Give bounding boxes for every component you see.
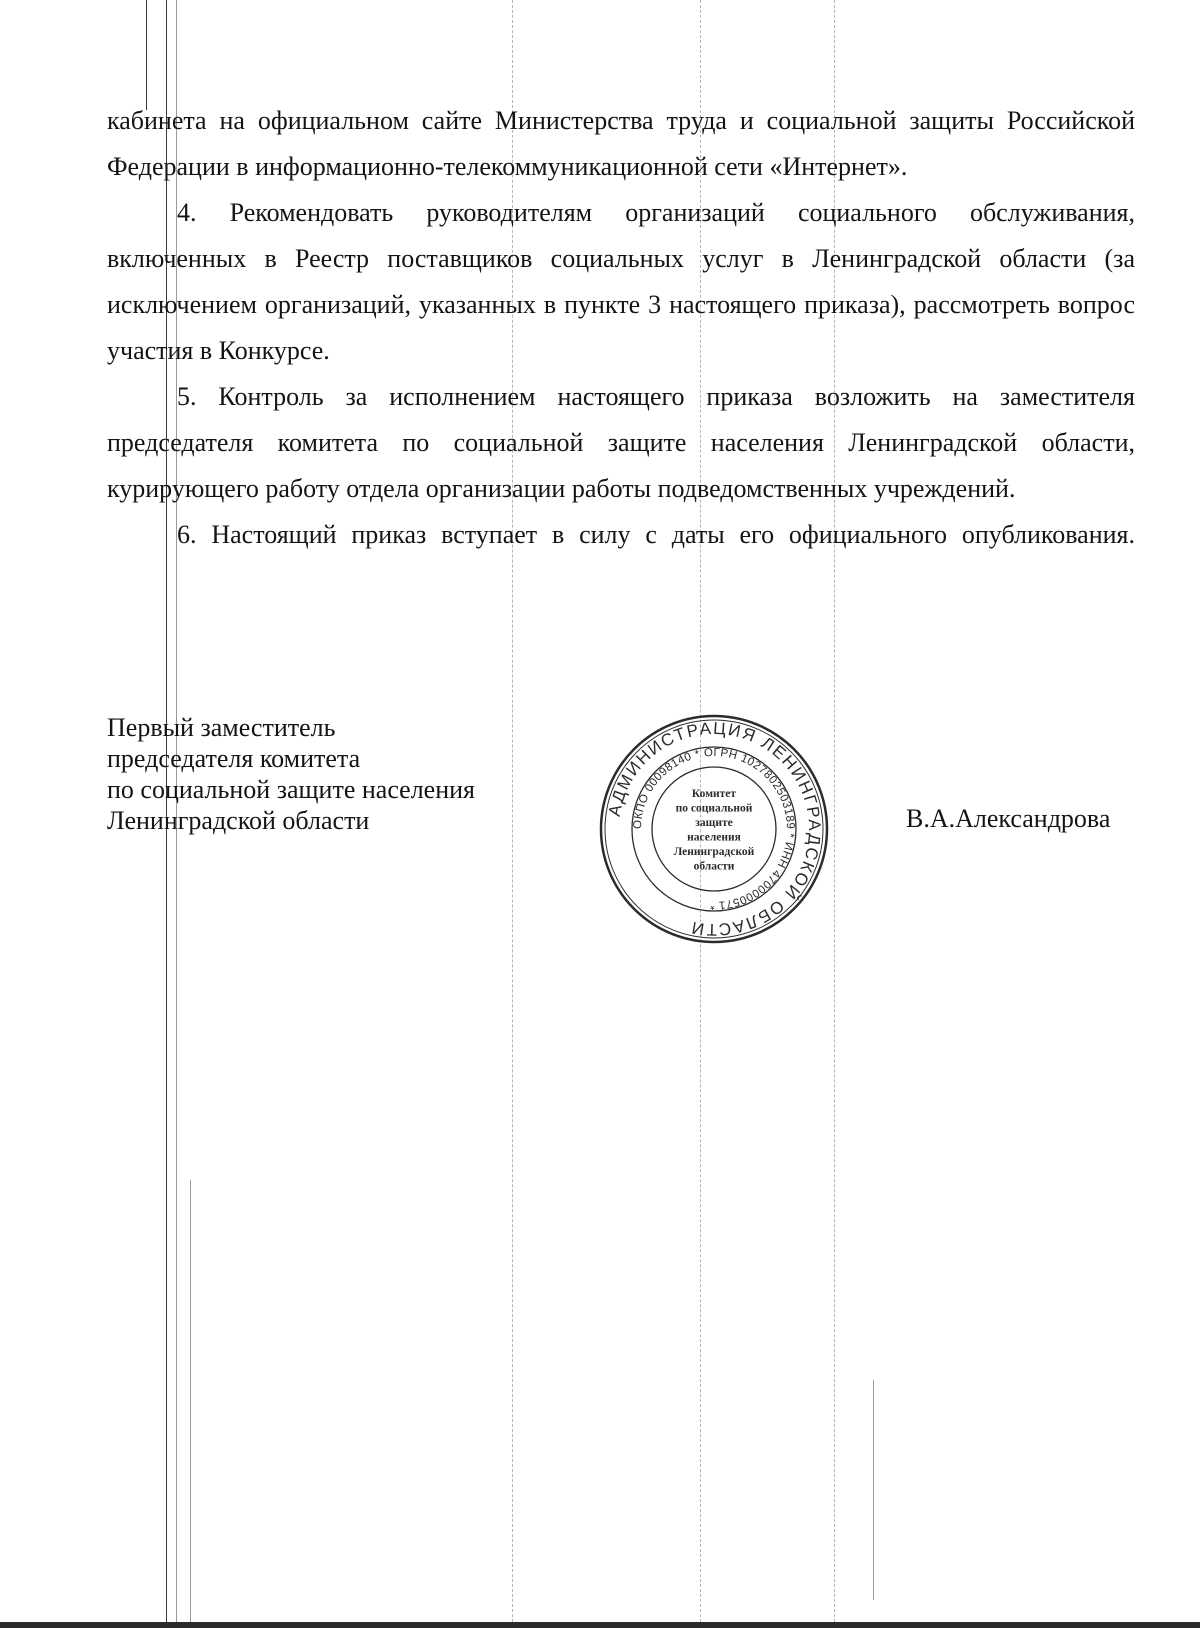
signer-line: Первый заместитель xyxy=(107,713,336,742)
official-seal-stamp xyxy=(598,713,830,945)
scan-artifact-line xyxy=(146,0,147,110)
seal-outer-text: АДМИНИСТРАЦИЯ ЛЕНИНГРАДСКОЙ ОБЛАСТИ xyxy=(604,718,825,940)
paragraph-item-4: 4. Рекомендовать руководителям организаций социального обслуживания, включенных в Реестр поставщиков социальных услуг в Ленинградской области (за исключением организаций, указанных в пункте 3 настоящего приказа), рассмотреть вопрос участия в Конкурсе. xyxy=(107,198,1135,365)
scan-bottom-edge xyxy=(0,1622,1200,1628)
seal-center-line: Комитет xyxy=(691,788,737,800)
document-body xyxy=(107,98,1135,558)
seal-center-line: защите xyxy=(695,817,733,829)
scan-artifact-line xyxy=(190,1180,191,1622)
seal-center-line: Ленинградской xyxy=(673,846,755,858)
paragraph-item-5: 5. Контроль за исполнением настоящего приказа возложить на заместителя председателя комитета по социальной защите населения Ленинградской области, курирующего работу отдела организации работы подведомственных учреждений. xyxy=(107,382,1135,503)
seal-inner-text: ОКПО 00098140 * ОГРН 1027802503189 * ИНН 4700000571 * xyxy=(631,746,797,912)
paragraph-item-6: 6. Настоящий приказ вступает в силу с даты его официального опубликования. xyxy=(177,520,1135,549)
signatory-name: В.А.Александрова xyxy=(906,804,1111,833)
paragraph-continuation: кабинета на официальном сайте Министерства труда и социальной защиты Российской Федерации в информационно-телекоммуникационной сети «Интернет». xyxy=(107,106,1135,181)
signer-line: председателя комитета xyxy=(107,744,361,773)
signer-line: Ленинградской области xyxy=(107,806,370,835)
signer-line: по социальной защите населения xyxy=(107,775,476,804)
seal-center-line: населения xyxy=(687,831,741,844)
seal-center-line: по социальной xyxy=(675,802,753,815)
seal-center-line: области xyxy=(693,860,735,873)
signer-title-block xyxy=(107,712,527,836)
scan-artifact-line xyxy=(873,1380,874,1600)
seal-icon xyxy=(598,713,830,945)
